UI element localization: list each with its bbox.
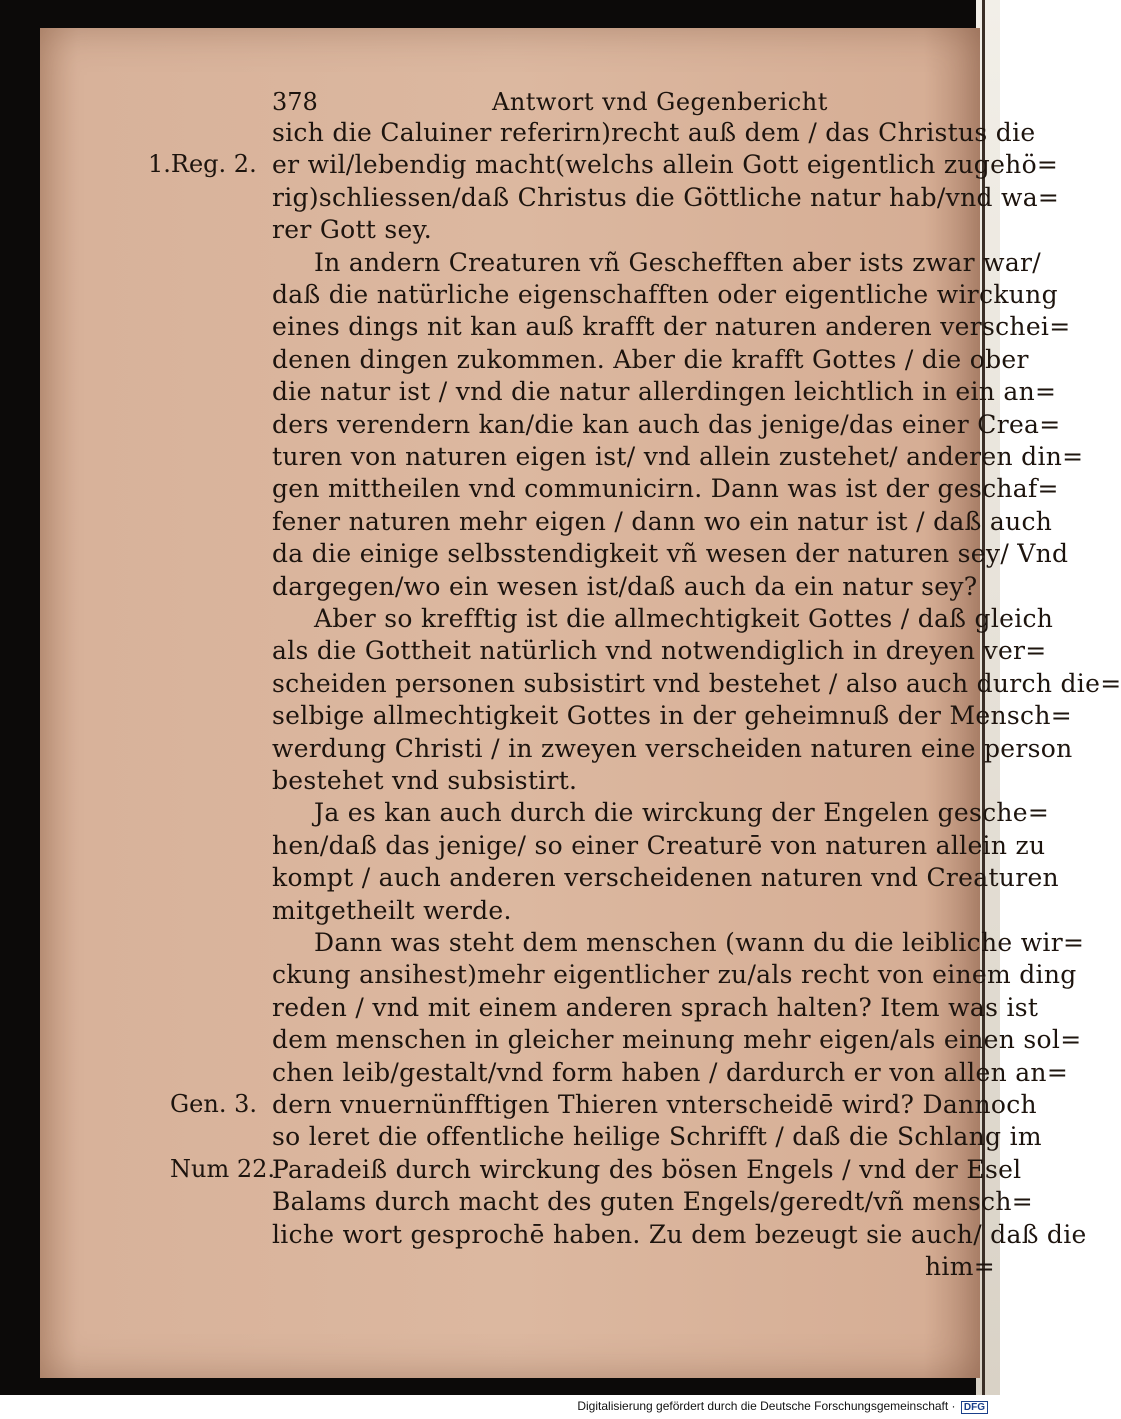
text-line: er wil/lebendig macht(welchs allein Gott eigentlich zugehö= bbox=[272, 150, 1059, 180]
text-line: him= bbox=[925, 1252, 995, 1281]
text-line: dargegen/wo ein wesen ist/daß auch da ein natur sey? bbox=[272, 571, 978, 601]
text-line: scheiden personen subsistirt vnd bestehet / also auch durch die= bbox=[272, 668, 1121, 698]
margin-note: 1.Reg. 2. bbox=[148, 150, 257, 179]
text-line: Paradeiß durch wirckung des bösen Engels / vnd der Esel bbox=[272, 1154, 1022, 1184]
text-line: Dann was steht dem menschen (wann du die leibliche wir= bbox=[314, 928, 1085, 957]
text-line: da die einige selbsstendigkeit vñ wesen der naturen sey/ Vnd bbox=[272, 539, 1069, 569]
text-line: ders verendern kan/die kan auch das jenige/das einer Crea= bbox=[272, 409, 1061, 439]
footer-text: Digitalisierung gefördert durch die Deutsche Forschungsgemeinschaft · bbox=[577, 1399, 956, 1413]
text-line: werdung Christi / in zweyen verscheiden naturen eine person bbox=[272, 733, 1073, 763]
text-line: die natur ist / vnd die natur allerdingen leichtlich in ein an= bbox=[272, 377, 1057, 407]
text-line: rig)schliessen/daß Christus die Göttliche natur hab/vnd wa= bbox=[272, 182, 1060, 212]
text-line: kompt / auch anderen verscheidenen naturen vnd Creaturen bbox=[272, 863, 1059, 893]
text-line: turen von naturen eigen ist/ vnd allein zustehet/ anderen din= bbox=[272, 442, 1084, 471]
text-line: reden / vnd mit einem anderen sprach halten? Item was ist bbox=[272, 992, 1039, 1022]
running-head: Antwort vnd Gegenbericht bbox=[492, 88, 828, 116]
text-line: bestehet vnd subsistirt. bbox=[272, 766, 578, 795]
margin-note: Gen. 3. bbox=[170, 1090, 257, 1118]
text-line: In andern Creaturen vñ Geschefften aber ists zwar war/ bbox=[314, 247, 1042, 277]
text-line: dem menschen in gleicher meinung mehr eigen/als einen sol= bbox=[272, 1025, 1082, 1055]
text-line: Ja es kan auch durch die wirckung der Engelen gesche= bbox=[314, 798, 1050, 828]
page-number: 378 bbox=[272, 88, 318, 116]
text-line: denen dingen zukommen. Aber die krafft Gottes / die ober bbox=[272, 344, 1029, 374]
text-line: sich die Caluiner referirn)recht auß dem / das Christus die bbox=[272, 118, 1036, 147]
text-line: Aber so krefftig ist die allmechtigkeit Gottes / daß gleich bbox=[314, 604, 1054, 633]
text-line: rer Gott sey. bbox=[272, 215, 432, 245]
text-line: als die Gottheit natürlich vnd notwendiglich in dreyen ver= bbox=[272, 636, 1047, 666]
text-line: chen leib/gestalt/vnd form haben / dardurch er von allen an= bbox=[272, 1057, 1069, 1087]
text-line: mitgetheilt werde. bbox=[272, 895, 512, 925]
margin-note: Num 22. bbox=[170, 1154, 276, 1183]
text-line: liche wort gesprochē haben. Zu dem bezeugt sie auch/ daß die bbox=[272, 1219, 1087, 1249]
text-line: so leret die offentliche heilige Schrifft / daß die Schlang im bbox=[272, 1122, 1042, 1152]
funding-footer bbox=[577, 1399, 988, 1414]
text-line: gen mittheilen vnd communicirn. Dann was ist der geschaf= bbox=[272, 474, 1059, 504]
text-line: daß die natürliche eigenschafften oder eigentliche wirckung bbox=[272, 280, 1058, 309]
text-line: selbige allmechtigkeit Gottes in der geheimnuß der Mensch= bbox=[272, 701, 1072, 731]
dfg-logo: DFG bbox=[961, 1401, 988, 1414]
text-line: dern vnuernünfftigen Thieren vnterscheidē wird? Dannoch bbox=[272, 1090, 1037, 1119]
text-line: Balams durch macht des guten Engels/geredt/vñ mensch= bbox=[272, 1187, 1034, 1217]
text-line: hen/daß das jenige/ so einer Creaturē von naturen allein zu bbox=[272, 830, 1046, 860]
text-line: ckung ansihest)mehr eigentlicher zu/als recht von einem ding bbox=[272, 960, 1077, 990]
text-line: fener naturen mehr eigen / dann wo ein natur ist / daß auch bbox=[272, 506, 1053, 536]
text-line: eines dings nit kan auß krafft der naturen anderen verschei= bbox=[272, 312, 1071, 342]
